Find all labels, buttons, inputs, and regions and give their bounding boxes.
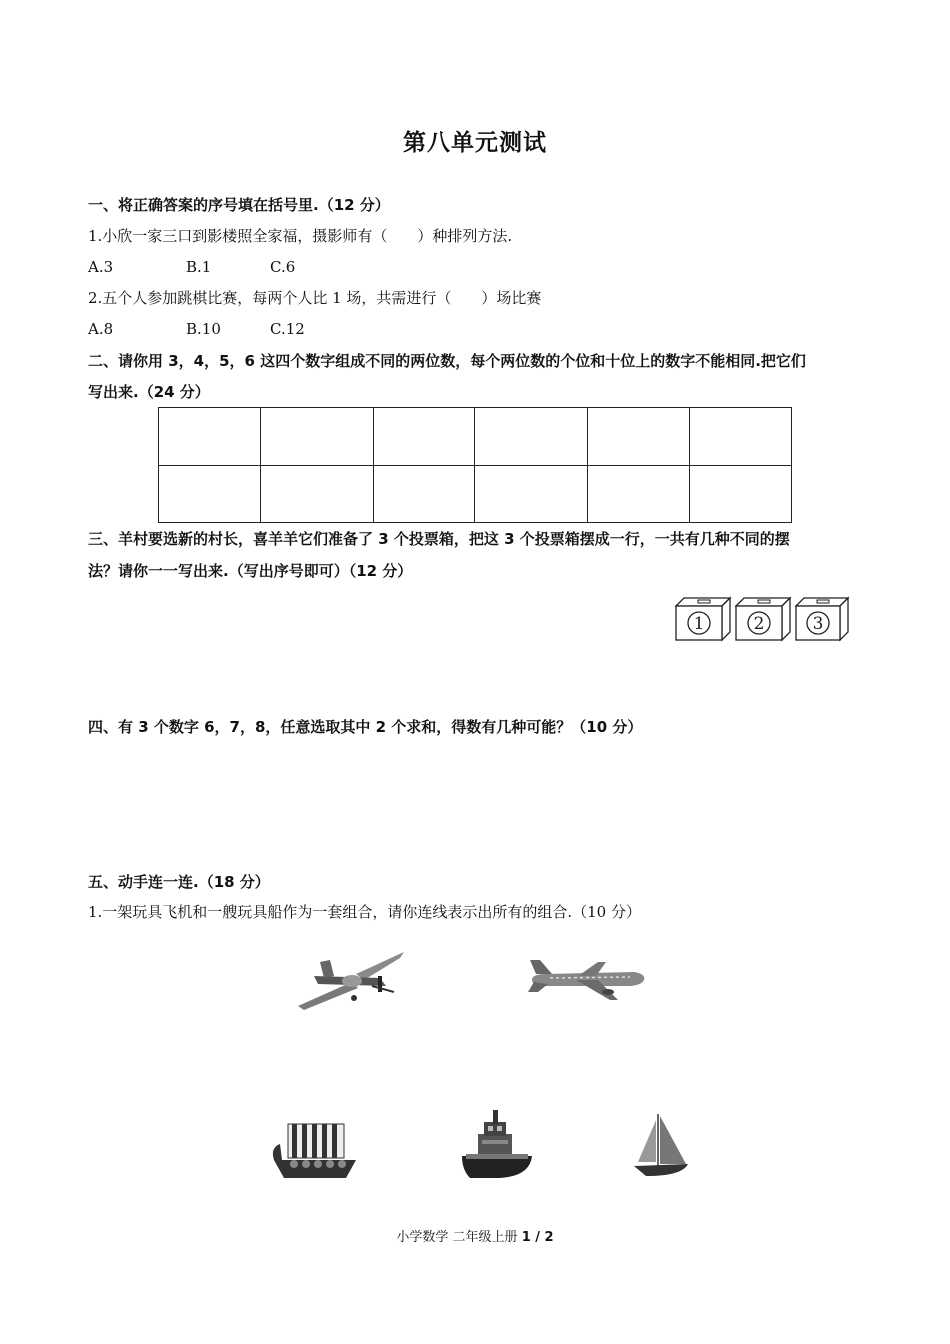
- viking-ship-image[interactable]: [272, 1120, 358, 1180]
- section1-q2: 2.五个人参加跳棋比赛，每两个人比 1 场，共需进行（ ）场比赛: [88, 289, 542, 307]
- q2-option-b: B.10: [186, 320, 221, 338]
- section5-q1: 1.一架玩具飞机和一艘玩具船作为一套组合，请你连线表示出所有的组合.（10 分）: [88, 903, 641, 921]
- answer-cell[interactable]: [373, 465, 475, 523]
- answer-cell[interactable]: [373, 408, 475, 466]
- answer-cell[interactable]: [588, 408, 690, 466]
- section2-heading-line2: 写出来.（24 分）: [88, 383, 210, 401]
- answer-cell[interactable]: [475, 465, 588, 523]
- ballot-box-1: [676, 598, 730, 640]
- ballot-boxes: [674, 594, 850, 642]
- ballot-box-3: [796, 598, 848, 640]
- q2-option-a: A.8: [88, 320, 114, 338]
- section4-heading: 四、有 3 个数字 6，7，8，任意选取其中 2 个求和，得数有几种可能？（10 分）: [88, 718, 643, 736]
- answer-cell[interactable]: [159, 408, 261, 466]
- page-title: 第八单元测试: [403, 130, 547, 156]
- section2-heading-line1: 二、请你用 3，4，5，6 这四个数字组成不同的两位数，每个两位数的个位和十位上的数字不能相同.把它们: [88, 352, 806, 370]
- ballot-box-2: [736, 598, 790, 640]
- section1-q1: 1.小欣一家三口到影楼照全家福，摄影师有（ ）种排列方法.: [88, 227, 513, 245]
- q2-option-c: C.12: [270, 320, 305, 338]
- svg-text:3: 3: [812, 614, 824, 634]
- q1-option-b: B.1: [186, 258, 212, 276]
- q1-option-a: A.3: [88, 258, 114, 276]
- page-number: 1 / 2: [521, 1230, 554, 1245]
- section5-heading: 五、动手连一连.（18 分）: [88, 873, 270, 891]
- answer-cell[interactable]: [260, 465, 373, 523]
- section1-q2-options: [88, 314, 305, 345]
- propeller-plane-image[interactable]: [294, 950, 406, 1010]
- airliner-image[interactable]: [526, 958, 648, 1002]
- answer-cell[interactable]: [475, 408, 588, 466]
- tugboat-image[interactable]: [460, 1108, 534, 1180]
- page-footer: [0, 1226, 950, 1245]
- section3-heading-line1: 三、羊村要选新的村长，喜羊羊它们准备了 3 个投票箱，把这 3 个投票箱摆成一行，一共有几种不同的摆: [88, 530, 790, 548]
- answer-cell[interactable]: [159, 465, 261, 523]
- answer-cell[interactable]: [588, 465, 690, 523]
- section3-heading-line2: 法？请你一一写出来.（写出序号即可）（12 分）: [88, 562, 413, 580]
- svg-text:2: 2: [753, 614, 765, 634]
- footer-text: 小学数学 二年级上册: [396, 1230, 522, 1245]
- answer-cell[interactable]: [690, 465, 792, 523]
- answer-cell[interactable]: [260, 408, 373, 466]
- sailboat-image[interactable]: [632, 1112, 690, 1178]
- section1-heading: 一、将正确答案的序号填在括号里.（12 分）: [88, 196, 390, 214]
- answer-cell[interactable]: [690, 408, 792, 466]
- svg-text:1: 1: [693, 614, 705, 634]
- q1-option-c: C.6: [270, 258, 296, 276]
- section1-q1-options: [88, 252, 295, 283]
- answer-grid: [158, 407, 792, 523]
